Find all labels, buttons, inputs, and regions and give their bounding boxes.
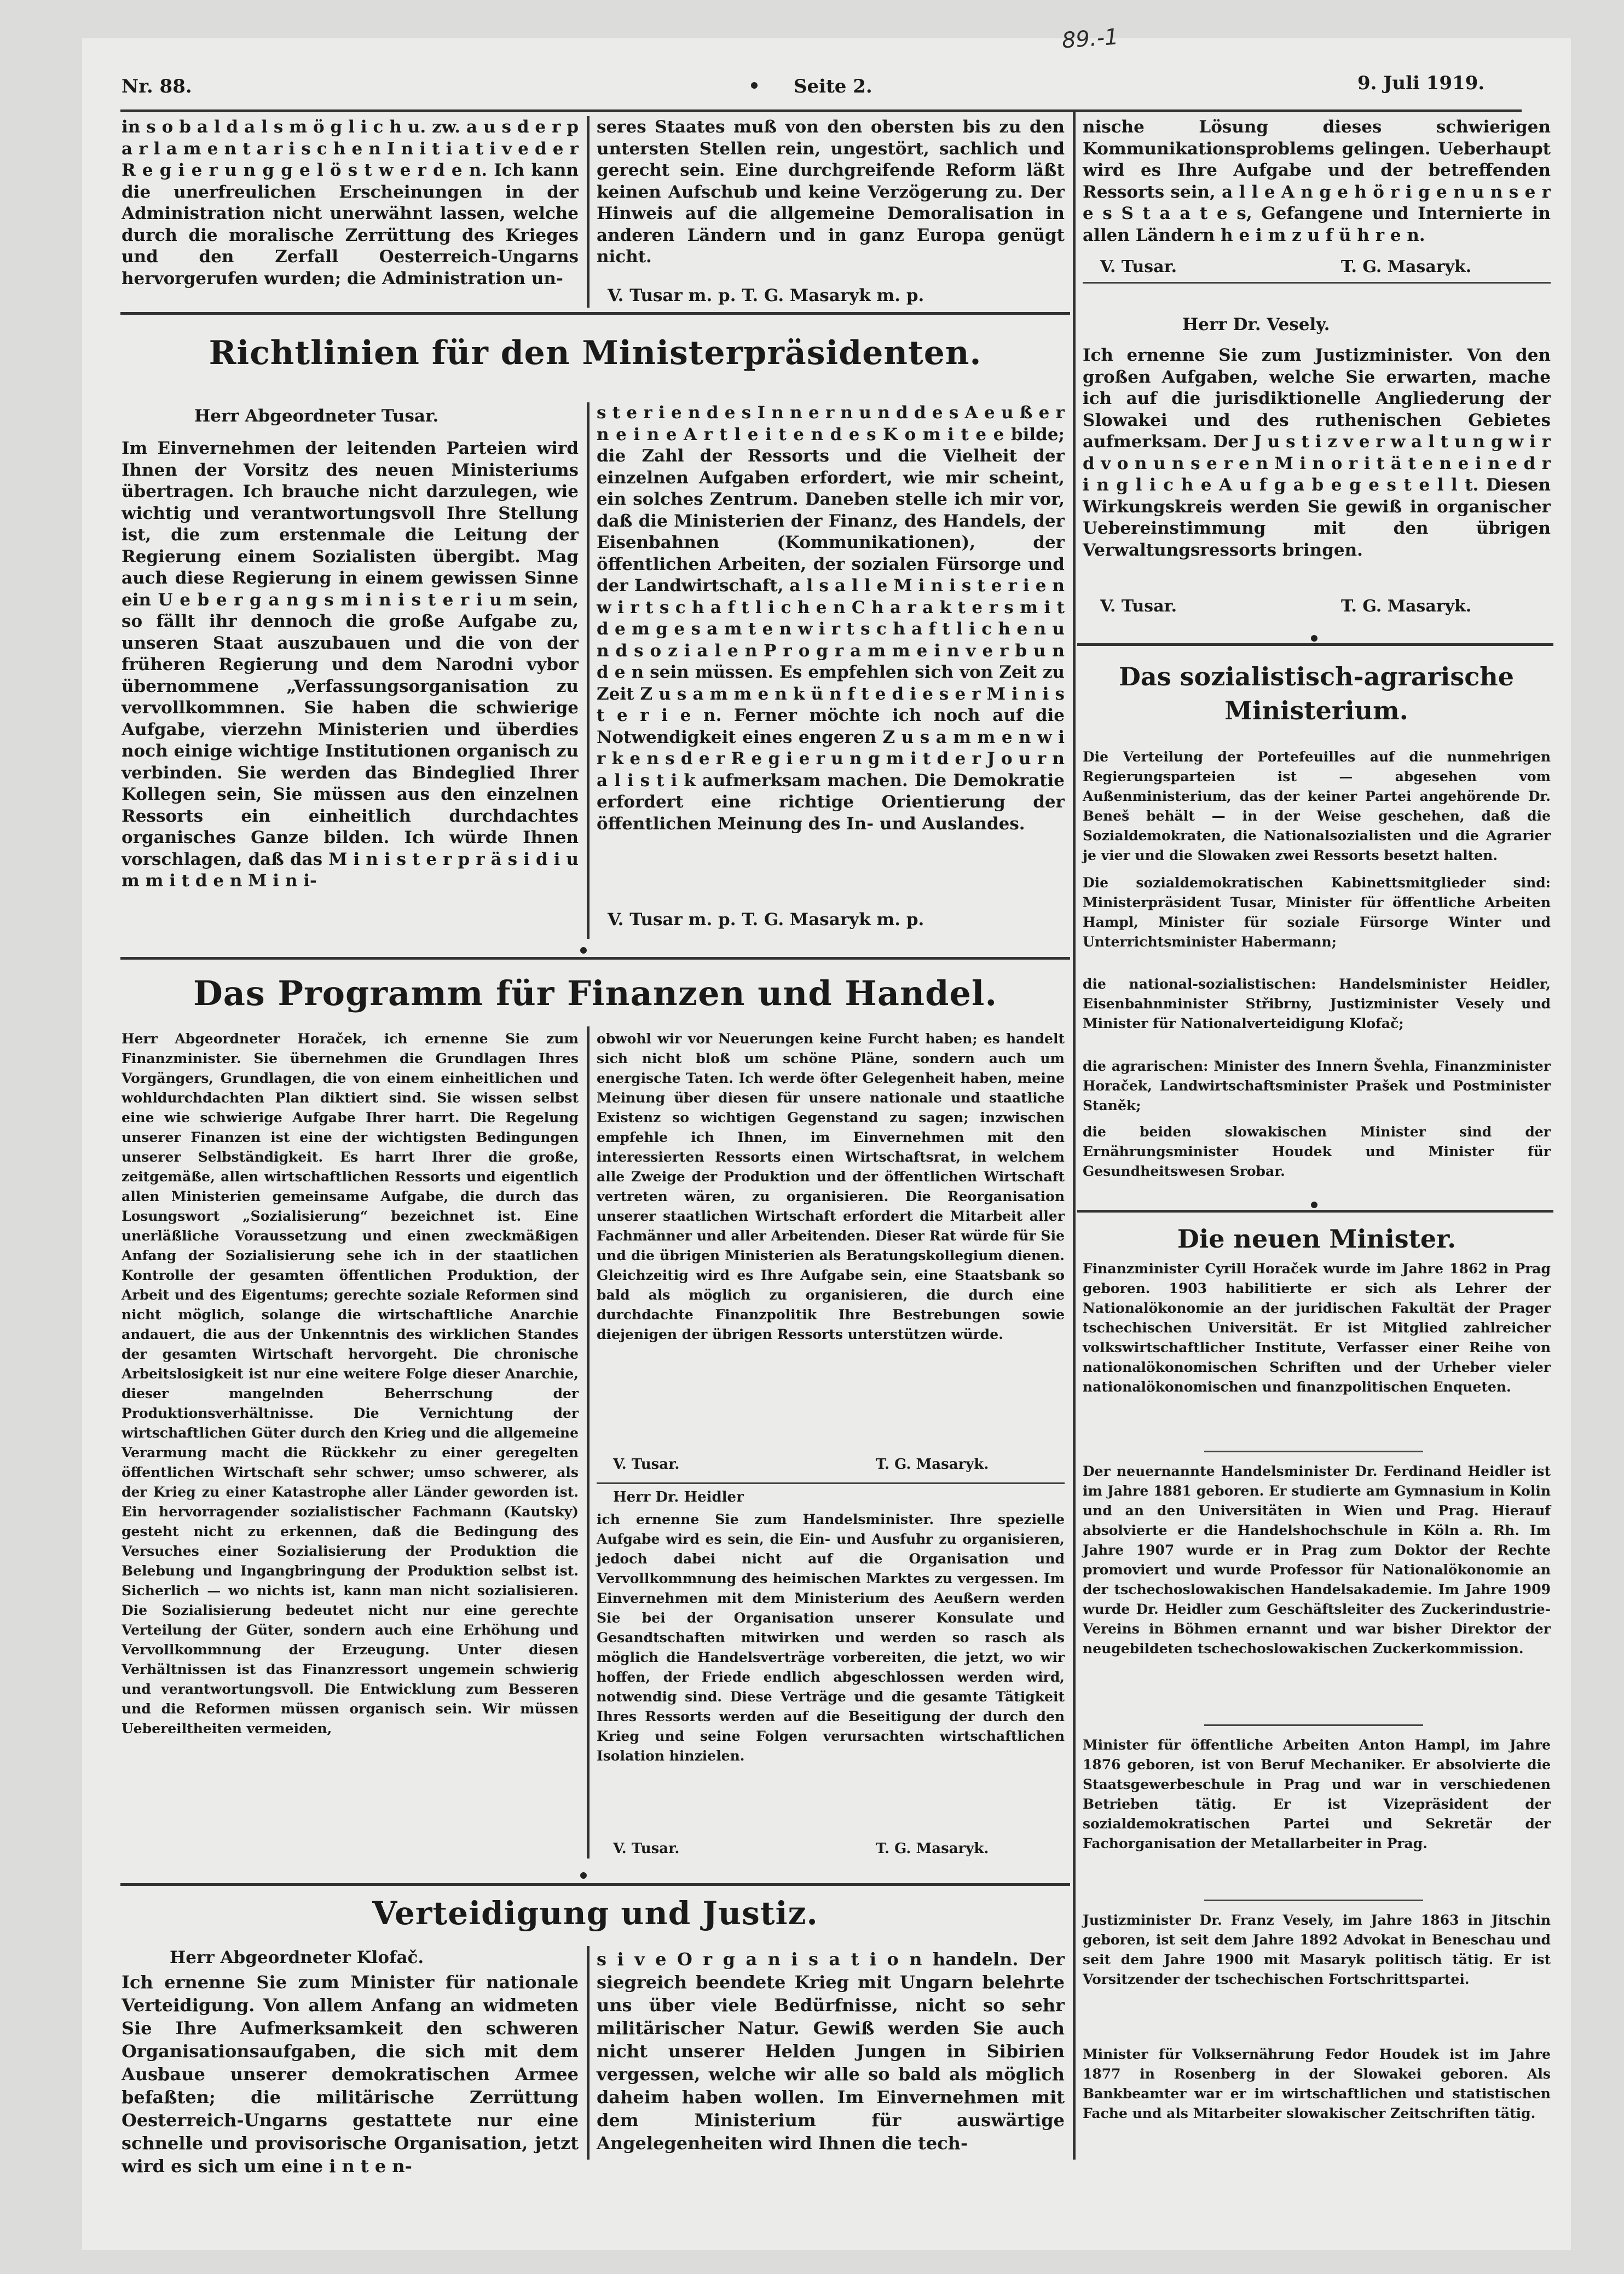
divider <box>597 1482 1065 1484</box>
section-rule <box>1077 643 1553 646</box>
article-byline: Herr Dr. Heidler <box>613 1489 744 1505</box>
ornament-dot <box>1311 635 1317 642</box>
article3-col1: Ich ernenne Sie zum Minister für nationale Verteidigung. Von allem Anfang an widmeten Sie Ihre Aufmerksamkeit den schweren Organisationsaufgaben, die sich mit dem Ausbaue unserer demokratischen Armee befaßten; die militärische Zerrüttung Oesterreich-Ungarns gestattete nur eine schnelle und provisorische Organisation, jetzt wird es sich um eine i n t e n- <box>122 1972 579 2177</box>
section-title: Das sozialistisch-agrarische Ministerium. <box>1119 662 1514 725</box>
archive-stamp: 89.-1 <box>1061 24 1119 54</box>
biography: Der neuernannte Handelsminister Dr. Ferdinand Heidler ist im Jahre 1881 geboren. Er studierte am Gymnasium in Kolin und an den Universitäten in Wien und Prag. Hierauf absolvierte er die Handelshochschule in Köln a. Rh. Im Jahre 1907 wurde er in Prag zum Doktor der Rechte promoviert und wurde Professor für Nationalökonomie an der tschechoslowakischen Handelsakademie. Im Jahre 1909 wurde Dr. Heidler zum Geschäftsleiter des Zuckerindustrie-Vereins in Böhmen ernannt und war bisher Direktor der neugebildeten tschechoslowakischen Zuckerkommission. <box>1083 1463 1551 1657</box>
top-col2-text: seres Staates muß von den obersten bis zu den untersten Stellen rein, ungestört, sachlich und gerecht sein. Eine durchgreifende Reform läßt keinen Aufschub und keine Verzögerung zu. Der Hinweis auf die allgemeine Demoralisation in anderen Ländern und in ganz Europa genügt nicht. <box>597 117 1065 267</box>
justiz-text: Ich ernenne Sie zum Justizminister. Von den großen Aufgaben, welche Sie erwarten, mache ich auf die jurisdiktionelle Angliederung der Slowakei und des ruthenischen Gebietes aufmerksam. Der J u s t i z v e r w a l t u n g w i r d v o n u n s e r e n M i n o r i t ä t e n e i n e d r i n g l i c h e A u f g a b e g e s t e l l t. Diesen Wirkungskreis werden Sie gewiß in organischer Uebereinstimmung mit den übrigen Verwaltungsressorts bringen. <box>1083 345 1551 560</box>
divider <box>1204 1451 1423 1452</box>
signature: V. Tusar m. p. T. G. Masaryk m. p. <box>608 910 924 930</box>
divider <box>1204 1724 1423 1726</box>
article-byline: Herr Abgeordneter Tusar. <box>194 406 439 426</box>
column-rule <box>587 116 590 308</box>
signature: V. Tusar. <box>613 1456 680 1473</box>
issue-number: Nr. 88. <box>122 76 192 97</box>
ornament-dot <box>1311 1202 1317 1208</box>
article2-col2: obwohl wir vor Neuerungen keine Furcht haben; es handelt sich nicht bloß um schöne Pläne, sondern auch um energische Taten. Ich werde öfter Gelegenheit haben, meine Meinung über diesen für unsere nationale und staatliche Existenz so wichtigen Gegenstand zu sagen; inzwischen empfehle ich Ihnen, im Einvernehmen mit den interessierten Ressorts einen Wirtschaftsrat, in welchem alle Zweige der Produktion und der öffentlichen Wirtschaft vertreten wären, zu organisieren. Die Reorganisation unserer staatlichen Wirtschaft erfordert die Mitarbeit aller Fachmänner und aller Arbeitenden. Dieser Rat würde für Sie und die übrigen Ministerien als Beratungskollegium dienen. Gleichzeitig wird es Ihre Aufgabe sein, eine Staatsbank so bald als möglich zu organisieren, die durch eine durchdachte Finanzpolitik Ihre Bestrebungen sowie diejenigen der übrigen Ressorts unterstützen würde. <box>597 1031 1065 1342</box>
issue-date: 9. Juli 1919. <box>1357 72 1485 94</box>
ministerium-paragraph: die agrarischen: Minister des Innern Švehla, Finanzminister Horaček, Landwirtschaftsminister Prašek und Postminister Staněk; <box>1083 1058 1551 1113</box>
ministerium-paragraph: Die Verteilung der Portefeuilles auf die nunmehrigen Regierungsparteien ist — abgesehen vom Außenministerium, das der keiner Partei angehörende Dr. Beneš behält — in der Weise geschehen, daß die Sozialdemokraten, die Nationalsozialisten und die Agrarier je vier und die Slowaken zwei Ressorts besetzt halten. <box>1083 749 1551 863</box>
column-rule <box>1073 112 1076 2160</box>
biography: Justizminister Dr. Franz Vesely, im Jahre 1863 in Jitschin geboren, ist seit dem Jahre 1892 Advokat in Beneschau und seit dem Jahre 1900 mit Masaryk politisch tätig. Er ist Vorsitzender der tschechischen Fortschrittspartei. <box>1083 1912 1551 1987</box>
biography: Minister für öffentliche Arbeiten Anton Hampl, im Jahre 1876 geboren, ist von Beruf Mechaniker. Er absolvierte die Staatsgewerbeschule in Prag und war in verschiedenen Betrieben tätig. Er ist Vizepräsident der sozialdemokratischen Partei und Sekretär der Fachorganisation der Metallarbeiter in Prag. <box>1083 1737 1551 1851</box>
column-rule <box>587 402 590 939</box>
column-rule <box>587 1026 590 1859</box>
column-rule <box>587 1946 590 2160</box>
article-byline: Herr Abgeordneter Klofač. <box>170 1948 424 1967</box>
header-rule <box>120 109 1522 112</box>
article2-col2b: ich ernenne Sie zum Handelsminister. Ihre spezielle Aufgabe wird es sein, die Ein- und Ausfuhr zu organisieren, jedoch dabei nicht auf die Organisation und Vervollkommnung des heimischen Marktes zu vergessen. Im Einvernehmen mit dem Ministerium des Aeußern werden Sie bei der Organisation unserer Konsulate und Gesandtschaften mitwirken und werden so rasch als möglich die Handelsverträge vorbereiten, die jetzt, wo wir hoffen, der Friede endlich abgeschlossen werden wird, notwendig sind. Diese Verträge und die gesamte Tätigkeit Ihres Ressorts werden auf die Beseitigung der durch den Krieg und seine Folgen verursachten wirtschaftlichen Isolation hinzielen. <box>597 1511 1065 1764</box>
ministerium-paragraph: die beiden slowakischen Minister sind der Ernährungsminister Houdek und Minister für Gesundheitswesen Srobar. <box>1083 1124 1551 1179</box>
article-byline: Herr Dr. Vesely. <box>1182 315 1330 334</box>
article1-col1: Im Einvernehmen der leitenden Parteien wird Ihnen der Vorsitz des neuen Ministeriums übertragen. Ich brauche nicht darzulegen, wie wichtig und verantwortungsvoll Ihre Stellung ist, die zum erstenmale die Leitung der Regierung einem Sozialisten übergibt. Mag auch diese Regierung in einem gewissen Sinne ein U e b e r g a n g s m i n i s t e r i u m sein, so fällt ihr dennoch die große Aufgabe zu, unseren Staat auszubauen und die von der früheren Regierung und dem Narodni vybor übernommene „Verfassungsorganisation zu vervollkommnen. Sie haben die schwierige Aufgabe, vierzehn Ministerien und überdies noch einige wichtige Institutionen organisch zu verbinden. Sie werden das Bindeglied Ihrer Kollegen sein, Sie müssen aus den einzelnen Ressorts ein einheitlich durchdachtes organisches Ganze bilden. Ich würde Ihnen vorschlagen, daß das M i n i s t e r p r ä s i d i u m m i t d e n M i n i- <box>122 438 579 891</box>
section-rule <box>120 312 1070 315</box>
section-title: Die neuen Minister. <box>1177 1224 1457 1254</box>
signature: V. Tusar. <box>1100 597 1177 616</box>
article2-col1: Herr Abgeordneter Horaček, ich ernenne Sie zum Finanzminister. Sie übernehmen die Grundlagen Ihres Vorgängers, Grundlagen, die von einem einheitlichen und wohldurchdachten Plan diktiert sind. Sie wissen selbst eine wie schwierige Aufgabe Ihrer harrt. Die Regelung unserer Finanzen ist eine der wichtigsten Bedingungen unserer Selbständigkeit. Es harrt Ihrer die große, zeitgemäße, allen wirtschaftlichen Ressorts und eigentlich allen Ministerien gemeinsame Aufgabe, die durch das Losungswort „Sozialisierung“ bezeichnet ist. Eine unerläßliche Voraussetzung und einen zweckmäßigen Anfang der Sozialisierung sehe ich in der staatlichen Kontrolle der gesamten öffentlichen Produktion, der Arbeit und des Eigentums; gerechte soziale Reformen sind nicht möglich, solange die wirtschaftliche Anarchie andauert, die aus der Unkenntnis des wirklichen Standes der gesamten Wirtschaft hervorgeht. Die chronische Arbeitslosigkeit ist nur eine weitere Folge dieser Anarchie, dieser mangelnden Beherrschung der Produktionsverhältnisse. Die Vernichtung der wirtschaftlichen Güter durch den Krieg und die allgemeine Verarmung macht die Rückkehr zu einer geregelten öffentlichen Wirtschaft sehr schwer; umso schwerer, als der Krieg zu einer Katastrophe aller Länder geworden ist. Ein hervorragender sozialistischer Fachmann (Kautsky) gesteht nicht zu erkennen, daß die Bedingung des Versuches einer Sozialisierung der Produktion die Belebung und Ingangbringung der Produktion selbst ist. Sicherlich — wo nichts ist, kann man nicht sozialisieren. Die Sozialisierung bedeutet nicht nur eine gerechte Verteilung der Güter, sondern auch eine Erhöhung und Vervollkommnung der Erzeugung. Unter diesen Verhältnissen ist das Finanzressort ungemein schwierig und verantwortungsvoll. Die Entwicklung zum Besseren und die Reformen müssen organisch sein. Wir müssen Uebereiltheiten vermeiden, <box>122 1031 579 1736</box>
signature: T. G. Masaryk. <box>876 1456 989 1473</box>
biography: Finanzminister Cyrill Horaček wurde im Jahre 1862 in Prag geboren. 1903 habilitierte er sich als Lehrer der Nationalökonomie an der juridischen Fakultät der Prager tschechischen Universität. Er ist Mitglied zahlreicher volkswirtschaftlicher Institute, Verfasser einer Reihe von nationalökonomischen Schriften und der Urheber vieler nationalökonomischen und finanzpolitischen Enqueten. <box>1083 1261 1551 1395</box>
signature: V. Tusar. <box>1100 257 1177 276</box>
section-rule <box>120 957 1070 960</box>
signature: V. Tusar. <box>613 1840 680 1857</box>
top-col3-text: nische Lösung dieses schwierigen Kommunikationsproblems gelingen. Ueberhaupt wird es Ihre Aufgabe und der betreffenden Ressorts sein, a l l e A n g e h ö r i g e n u n s e r e s S t a a t e s, Gefangene und Internierte in allen Ländern h e i m z u f ü h r e n. <box>1083 117 1551 245</box>
ministerium-paragraph: die national-sozialistischen: Handelsminister Heidler, Eisenbahnminister Střibrny, Justizminister Vesely und Minister für Nationalverteidigung Klofač; <box>1083 976 1551 1031</box>
signature: V. Tusar m. p. T. G. Masaryk m. p. <box>608 286 924 305</box>
divider <box>1083 282 1551 284</box>
ornament-dot <box>580 1872 587 1879</box>
section-rule <box>1077 1210 1553 1213</box>
article-title: Verteidigung und Justiz. <box>372 1895 818 1932</box>
biography: Minister für Volksernährung Fedor Houdek ist im Jahre 1877 in Rosenberg in der Slowakei geboren. Als Bankbeamter war er im wirtschaftlichen und statistischen Fache und als Mitarbeiter slowakischer Zeitschriften tätig. <box>1083 2046 1551 2121</box>
top-col1-text: in s o b a l d a l s m ö g l i c h u. zw. a u s d e r p a r l a m e n t a r i s c h e n I n i t i a t i v e d e r R e g i e r u n g g e l ö s t w e r d e n. Ich kann die unerfreulichen Erscheinungen in der Administration nicht unerwähnt lassen, welche durch die moralische Zerrüttung des Krieges und den Zerfall Oesterreich-Ungarns hervorgerufen wurden; die Administration un- <box>122 117 579 288</box>
page-number: Seite 2. <box>794 76 872 97</box>
article-title: Richtlinien für den Ministerpräsidenten. <box>209 334 982 372</box>
divider <box>1204 1900 1423 1901</box>
signature: T. G. Masaryk. <box>876 1840 989 1857</box>
ornament-dot <box>580 947 587 954</box>
ministerium-paragraph: Die sozialdemokratischen Kabinettsmitglieder sind: Ministerpräsident Tusar, Minister für öffentliche Arbeiten Hampl, Minister für soziale Fürsorge Winter und Unterrichtsminister Habermann; <box>1083 875 1551 950</box>
article-title: Das Programm für Finanzen und Handel. <box>193 973 998 1013</box>
ornament-dot <box>751 82 758 89</box>
section-rule <box>120 1883 1070 1886</box>
article1-col2: s t e r i e n d e s I n n e r n u n d d e s A e u ß e r n e i n e A r t l e i t e n d e s K o m i t e e bilde; die Zahl der Ressorts und die Vielheit der einzelnen Aufgaben erfordert, wie mir scheint, ein solches Zentrum. Daneben stelle ich mir vor, daß die Ministerien der Finanz, des Handels, der Eisenbahnen (Kommunikationen), der öffentlichen Arbeiten, der sozialen Fürsorge und der Landwirtschaft, a l s a l l e M i n i s t e r i e n w i r t s c h a f t l i c h e n C h a r a k t e r s m i t d e m g e s a m t e n w i r t s c h a f t l i c h e n u n d s o z i a l e n P r o g r a m m e i n v e r b u n d e n sein müssen. Es empfehlen sich von Zeit zu Zeit Z u s a m m e n k ü n f t e d i e s e r M i n i s t e r i e n. Ferner möchte ich noch auf die Notwendigkeit eines engeren Z u s a m m e n w i r k e n s d e r R e g i e r u n g m i t d e r J o u r n a l i s t i k aufmerksam machen. Die Demokratie erfordert eine richtige Orientierung der öffentlichen Meinung des In- und Auslandes. <box>597 403 1065 834</box>
article3-col2: s i v e O r g a n i s a t i o n handeln. Der siegreich beendete Krieg mit Ungarn belehrte uns über viele Bedürfnisse, nicht so sehr militärischer Natur. Gewiß werden Sie auch nicht unserer Helden Jungen in Sibirien vergessen, welche wir alle so bald als möglich daheim haben wollen. Im Einvernehmen mit dem Ministerium für auswärtige Angelegenheiten wird Ihnen die tech- <box>597 1949 1065 2154</box>
signature: T. G. Masaryk. <box>1341 257 1472 276</box>
signature: T. G. Masaryk. <box>1341 597 1472 616</box>
